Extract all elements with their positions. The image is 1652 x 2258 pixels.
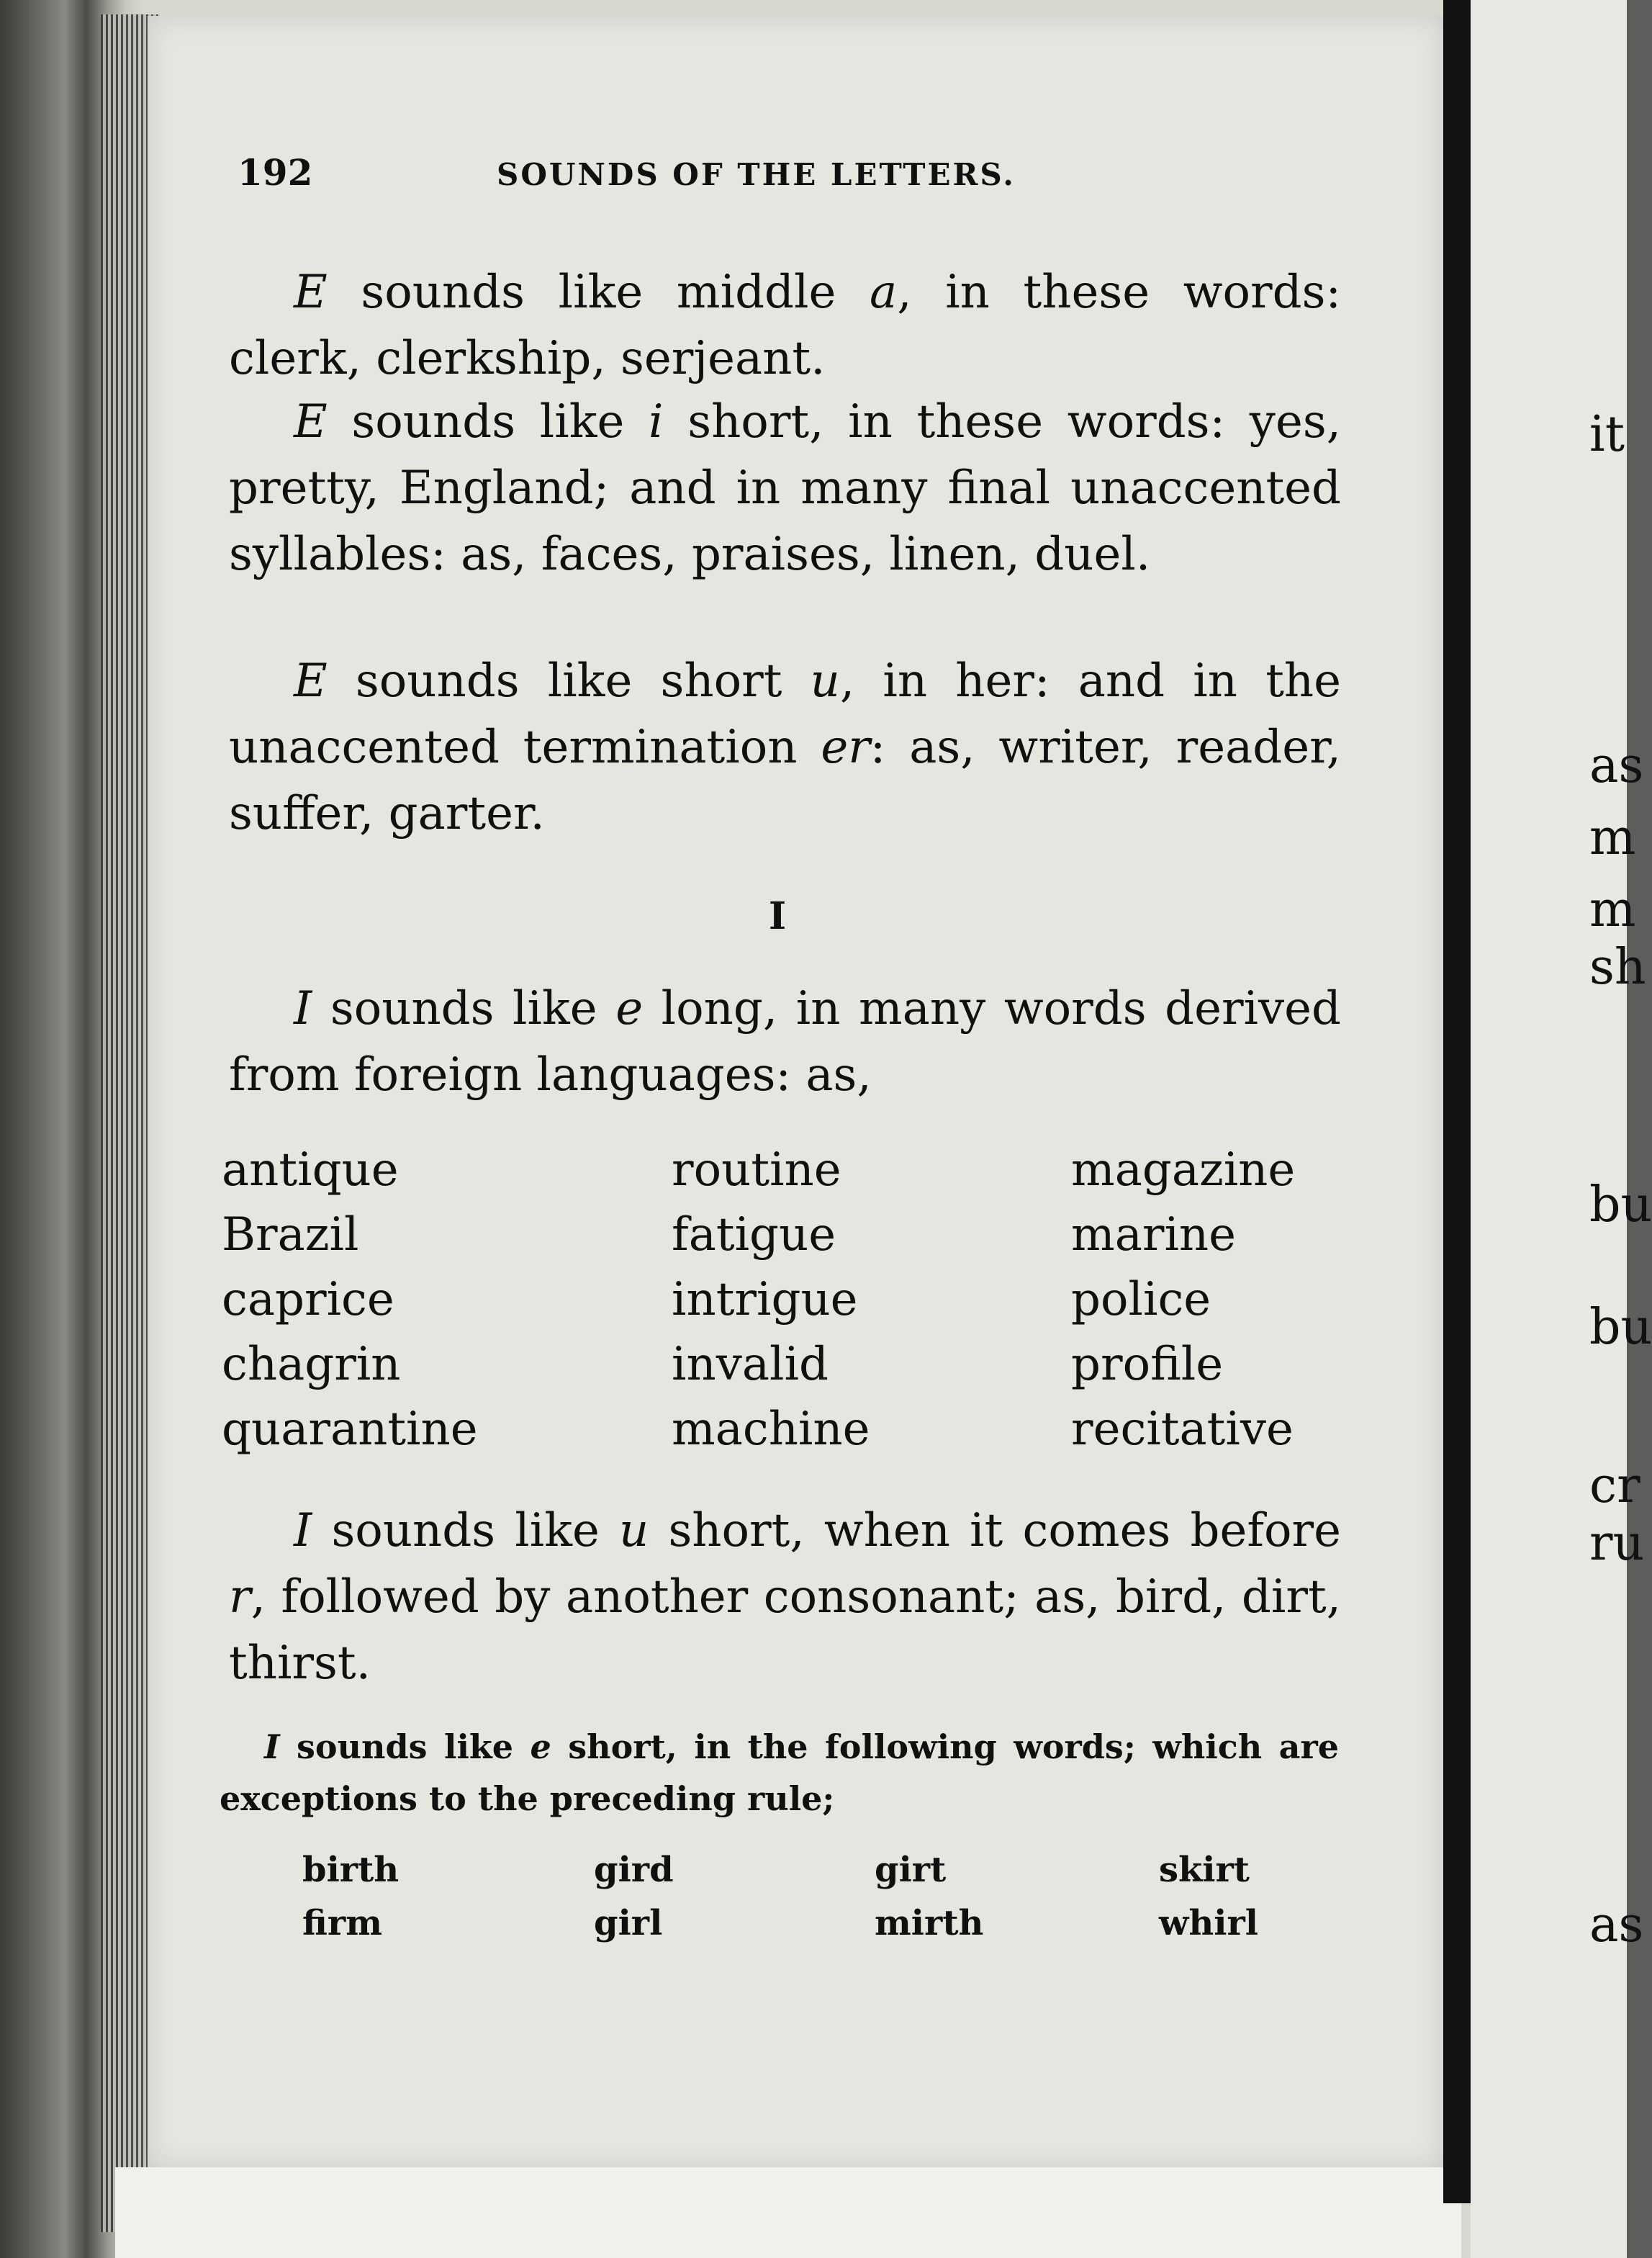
word-item: chagrin [222, 1338, 401, 1391]
book-gutter [1443, 0, 1471, 2203]
word-item: antique [222, 1143, 399, 1197]
word-item: fatigue [672, 1208, 836, 1261]
word-item: quarantine [222, 1403, 478, 1456]
section-heading: I [768, 894, 787, 938]
right-page-fragment: cr [1589, 1457, 1640, 1514]
right-page-fragment: bu [1589, 1177, 1652, 1233]
exception-word: girt [875, 1850, 947, 1890]
paragraph-e-middle-a: E sounds like middle a, in these words: clerk, clerkship, serjeant. [229, 266, 1342, 385]
page-number: 192 [238, 151, 313, 194]
lead-letter: I [294, 1504, 312, 1557]
exception-column [1159, 1843, 1258, 1950]
word-item: caprice [222, 1273, 394, 1326]
exception-column [594, 1843, 674, 1950]
paragraph-i-long-e: I sounds like e long, in many words derived from foreign languages: as, [229, 982, 1342, 1102]
right-page-fragment: sh [1589, 939, 1646, 996]
exception-word: mirth [875, 1903, 984, 1943]
exception-word: skirt [1159, 1850, 1250, 1890]
page-bottom-margin [115, 2167, 1461, 2258]
right-page-edge [1471, 0, 1652, 2258]
right-page-fragment: m [1589, 881, 1636, 938]
paragraph-i-short-u: I sounds like u short, when it comes before r, followed by another consonant; as, bird, dirt, thirst. [229, 1504, 1342, 1690]
lead-letter: I [264, 1727, 280, 1766]
running-title: SOUNDS OF THE LETTERS. [497, 157, 1016, 192]
word-item: routine [672, 1143, 841, 1197]
right-page-fragment: as [1589, 1897, 1644, 1953]
lead-letter: I [294, 982, 312, 1035]
lead-letter: E [294, 655, 328, 708]
word-item: marine [1071, 1208, 1236, 1261]
paragraph-e-short-u: E sounds like short u, in her: and in the unaccented termination er: as, writer, reader, suffer, garter. [229, 655, 1342, 840]
lead-letter: E [294, 395, 328, 449]
running-header [238, 151, 1101, 194]
right-page-fragment: bu [1589, 1299, 1652, 1356]
exception-column [875, 1843, 983, 1950]
word-item: recitative [1071, 1403, 1294, 1456]
paragraph-e-short-i: E sounds like i short, in these words: yes, pretty, England; and in many final unaccented syllables: as, faces, praises, linen, duel. [229, 395, 1341, 581]
footnote-exceptions: I sounds like e short, in the following words; which are exceptions to the preceding rule; [220, 1727, 1339, 1818]
word-column [222, 1138, 478, 1462]
exception-word: firm [302, 1903, 382, 1943]
right-page-fragment: it [1589, 406, 1625, 463]
right-page-fragment: as [1589, 737, 1644, 794]
word-column [672, 1138, 870, 1462]
word-item: machine [672, 1403, 870, 1456]
lead-letter: E [294, 266, 328, 319]
exception-word: birth [302, 1850, 400, 1890]
exception-column [302, 1843, 399, 1950]
word-item: intrigue [672, 1273, 858, 1326]
word-column [1071, 1138, 1295, 1462]
right-page-fragment: m [1589, 809, 1636, 866]
word-item: police [1071, 1273, 1211, 1326]
right-page-fragment: ru [1589, 1515, 1645, 1572]
word-item: invalid [672, 1338, 829, 1391]
exception-word: girl [594, 1903, 663, 1943]
word-item: Brazil [222, 1208, 359, 1261]
exception-word: gird [594, 1850, 674, 1890]
exception-word: whirl [1159, 1903, 1258, 1943]
word-item: magazine [1071, 1143, 1296, 1197]
word-item: profile [1071, 1338, 1224, 1391]
